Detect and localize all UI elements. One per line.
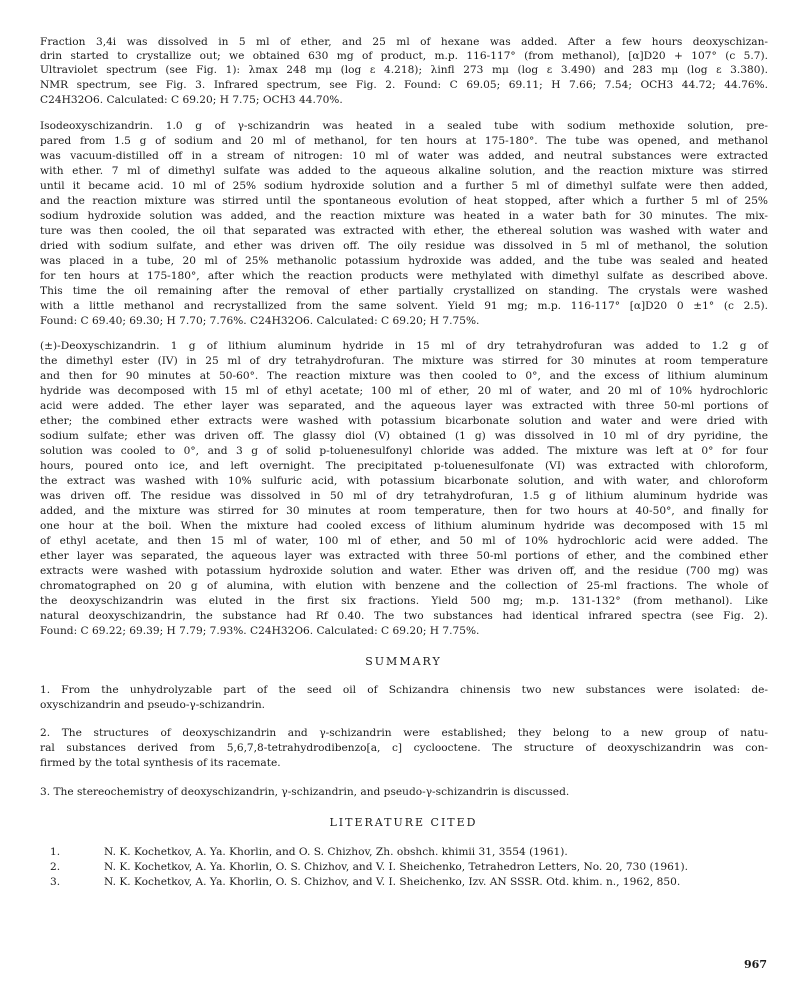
text-line: was vacuum-distilled off in a stream of nitrogen: 10 ml of water was added, and neutral substances were extracted	[40, 150, 768, 162]
text-line: was placed in a tube, 20 ml of 25% methanolic potassium hydroxide was added, and the tube was sealed and heated	[40, 255, 768, 267]
summary-item: 1. From the unhydrolyzable part of the seed oil of Schizandra chinensis two new substances were isolated: de-	[40, 684, 768, 696]
text-line: ether; the combined ether extracts were washed with potassium bicarbonate solution and water and were dried with	[40, 415, 768, 427]
text-line: Isodeoxyschizandrin. 1.0 g of γ-schizandrin was heated in a sealed tube with sodium methoxide solution, pre-	[40, 120, 768, 132]
text-line: solution was cooled to 0°, and 3 g of solid p-toluenesulfonyl chloride was added. The mixture was left at 0° for four	[40, 445, 768, 457]
text-line: until it became acid. 10 ml of 25% sodium hydroxide solution and a further 5 ml of dimethyl sulfate were then added,	[40, 180, 768, 192]
text-line: (±)-Deoxyschizandrin. 1 g of lithium aluminum hydride in 15 ml of dry tetrahydrofuran was added to 1.2 g of	[40, 340, 768, 352]
text-line: NMR spectrum, see Fig. 3. Infrared spectrum, see Fig. 2. Found: C 69.05; 69.11; H 7.66; 7.54; OCH3 44.72; 44.76%.	[40, 79, 768, 91]
reference-number: 2.	[50, 861, 61, 873]
text-line: the extract was washed with 10% sulfuric acid, with potassium bicarbonate solution, and with water, and chloroform	[40, 475, 768, 487]
text-line: sodium hydroxide solution was added, and the reaction mixture was heated in a water bath for 30 minutes. The mix-	[40, 210, 768, 222]
reference-text: N. K. Kochetkov, A. Ya. Khorlin, O. S. Chizhov, and V. I. Sheichenko, Tetrahedron Letters, No. 20, 730 (1961).	[104, 861, 689, 873]
text-line: pared from 1.5 g of sodium and 20 ml of methanol, for ten hours at 175-180°. The tube was opened, and methanol	[40, 135, 768, 147]
summary-item: firmed by the total synthesis of its racemate.	[40, 757, 281, 769]
text-line: ether layer was separated, the aqueous layer was extracted with three 50-ml portions of ether, and the combined ether	[40, 550, 768, 562]
literature-heading: LITERATURE CITED	[329, 816, 478, 829]
text-line: Found: C 69.40; 69.30; H 7.70; 7.76%. C24H32O6. Calculated: C 69.20; H 7.75%.	[40, 315, 480, 327]
text-line: and then for 90 minutes at 50-60°. The reaction mixture was then cooled to 0°, and the excess of lithium aluminum	[40, 370, 768, 382]
text-line: ture was then cooled, the oil that separated was extracted with ether, the ethereal solution was washed with water and	[40, 225, 768, 237]
summary-item: 3. The stereochemistry of deoxyschizandrin, γ-schizandrin, and pseudo-γ-schizandrin is discussed.	[40, 786, 570, 798]
text-line: acid were added. The ether layer was separated, and the aqueous layer was extracted with three 50-ml portions of	[40, 400, 768, 412]
text-line: for ten hours at 175-180°, after which the reaction products were methylated with dimethyl sulfate as described above.	[40, 270, 768, 282]
text-line: hours, poured onto ice, and left overnight. The precipitated p-toluenesulfonate (VI) was extracted with chloroform,	[40, 460, 768, 472]
text-line: chromatographed on 20 g of alumina, with elution with benzene and the collection of 25-ml fractions. The whole of	[40, 580, 768, 592]
summary-item: oxyschizandrin and pseudo-γ-schizandrin.	[40, 699, 266, 711]
page-number: 967	[744, 958, 767, 971]
text-line: dried with sodium sulfate, and ether was driven off. The oily residue was dissolved in 5 ml of methanol, the solution	[40, 240, 768, 252]
text-line: natural deoxyschizandrin, the substance had Rf 0.40. The two substances had identical infrared spectra (see Fig. 2).	[40, 610, 768, 622]
text-line: the dimethyl ester (IV) in 25 ml of dry tetrahydrofuran. The mixture was stirred for 30 minutes at room temperature	[40, 355, 768, 367]
text-line: with ether. 7 ml of dimethyl sulfate was added to the aqueous alkaline solution, and the reaction mixture was stirred	[40, 165, 768, 177]
reference-text: N. K. Kochetkov, A. Ya. Khorlin, O. S. Chizhov, and V. I. Sheichenko, Izv. AN SSSR. Otd. khim. n., 1962, 850.	[104, 876, 681, 888]
text-line: Ultraviolet spectrum (see Fig. 1): λmax 248 mμ (log ε 4.218); λinfl 273 mμ (log ε 3.490) and 283 mμ (log ε 3.380).	[40, 64, 768, 76]
reference-text: N. K. Kochetkov, A. Ya. Khorlin, and O. S. Chizhov, Zh. obshch. khimii 31, 3554 (1961).	[104, 846, 568, 858]
text-line: This time the oil remaining after the removal of ether partially crystallized on standing. The crystals were washed	[40, 285, 768, 297]
text-line: and the reaction mixture was stirred until the spontaneous evolution of heat stopped, after which a further 5 ml of 25%	[40, 195, 768, 207]
text-line: sodium sulfate; ether was driven off. The glassy diol (V) obtained (1 g) was dissolved in 10 ml of dry pyridine, the	[40, 430, 768, 442]
text-line: with a little methanol and recrystallized from the same solvent. Yield 91 mg; m.p. 116-117° [α]D20 0 ±1° (c 2.5).	[40, 300, 768, 312]
reference-number: 3.	[50, 876, 61, 888]
summary-item: 2. The structures of deoxyschizandrin and γ-schizandrin were established; they belong to a new group of natu-	[40, 727, 768, 739]
reference-number: 1.	[50, 846, 61, 858]
text-line: one hour at the boil. When the mixture had cooled excess of lithium aluminum hydride was decomposed with 15 ml	[40, 520, 768, 532]
text-line: Fraction 3,4i was dissolved in 5 ml of ether, and 25 ml of hexane was added. After a few hours deoxyschizan-	[40, 36, 768, 48]
summary-heading: SUMMARY	[365, 655, 442, 668]
text-line: hydride was decomposed with 15 ml of ethyl acetate; 100 ml of ether, 20 ml of water, and 20 ml of 10% hydrochloric	[40, 385, 768, 397]
text-line: was driven off. The residue was dissolved in 50 ml of dry tetrahydrofuran, 1.5 g of lithium aluminum hydride was	[40, 490, 768, 502]
text-line: drin started to crystallize out; we obtained 630 mg of product, m.p. 116-117° (from methanol), [α]D20 + 107° (c 5.7).	[40, 50, 768, 62]
text-line: Found: C 69.22; 69.39; H 7.79; 7.93%. C24H32O6. Calculated: C 69.20; H 7.75%.	[40, 625, 480, 637]
text-line: C24H32O6. Calculated: C 69.20; H 7.75; OCH3 44.70%.	[40, 94, 343, 106]
text-line: added, and the mixture was stirred for 30 minutes at room temperature, then for two hours at 40-50°, and finally for	[40, 505, 768, 517]
text-line: of ethyl acetate, and then 15 ml of water, 100 ml of ether, and 50 ml of 10% hydrochloric acid were added. The	[40, 535, 768, 547]
text-line: the deoxyschizandrin was eluted in the first six fractions. Yield 500 mg; m.p. 131-132° (from methanol). Like	[40, 595, 768, 607]
summary-item: ral substances derived from 5,6,7,8-tetrahydrodibenzo[a, c] cyclooctene. The structure of deoxyschizandrin was con-	[40, 742, 768, 754]
text-line: extracts were washed with potassium hydroxide solution and water. Ether was driven off, and the residue (700 mg) was	[40, 565, 768, 577]
